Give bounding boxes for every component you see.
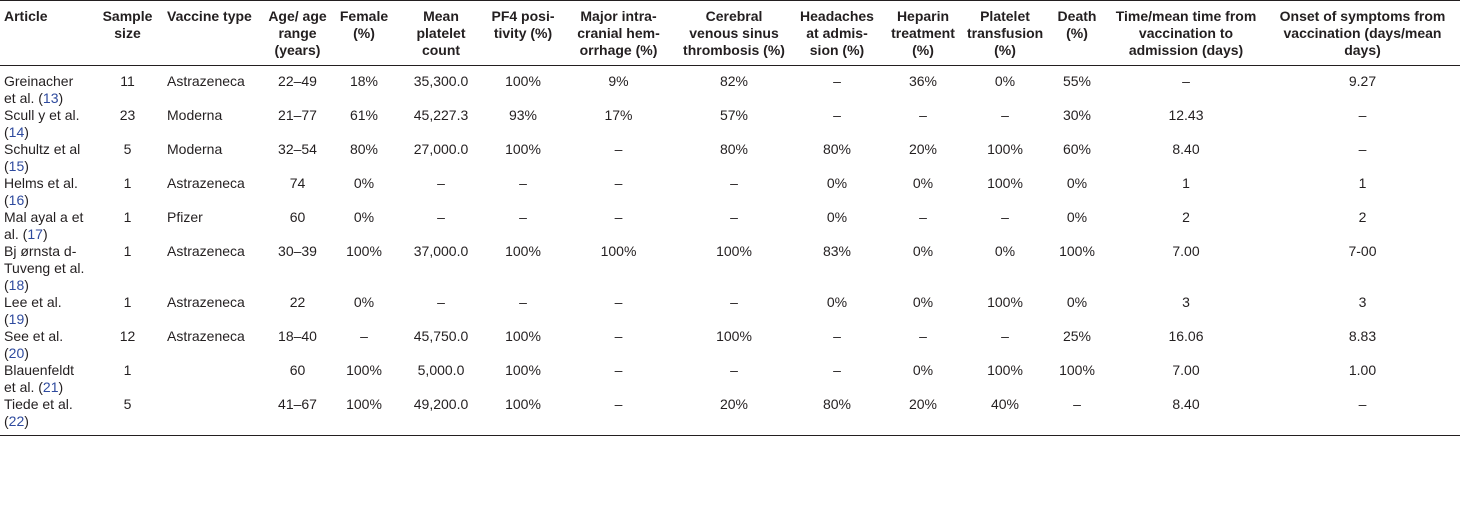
cell-heparin: 36%: [908, 73, 938, 89]
cell-female: 0%: [353, 294, 375, 310]
article-cell: Bj ørnsta d-Tuveng et al. (18): [4, 243, 85, 293]
cell-platelet-transfusion: 40%: [963, 396, 1047, 436]
cell-intracranial-hemorrhage: –: [614, 175, 623, 191]
reference-link[interactable]: 14: [8, 124, 25, 140]
cell-time-to-admission: 7.00: [1172, 243, 1200, 259]
cell-death: 25%: [1062, 328, 1092, 344]
article-cell: Schultz et al (15): [4, 141, 81, 174]
column-header-mean-platelet-count: Mean platelet count: [396, 1, 486, 66]
column-header-vaccine-type: Vaccine type: [163, 1, 263, 66]
cell-heparin: 0%: [912, 243, 934, 259]
cell-mean-platelet-count: 27,000.0: [413, 141, 469, 157]
cell-female: 0%: [353, 209, 375, 225]
cell-platelet-transfusion: –: [1001, 209, 1009, 225]
cell-mean-platelet-count: 5,000.0: [417, 362, 465, 378]
cell-headaches: 80%: [822, 141, 852, 157]
cell-death: 100%: [1059, 243, 1095, 259]
cell-vaccine-type: Moderna: [167, 141, 223, 157]
cell-intracranial-hemorrhage: –: [614, 362, 623, 378]
column-header-heparin: Heparin treatment (%): [883, 1, 963, 66]
column-header-death: Death (%): [1047, 1, 1107, 66]
cell-onset-of-symptoms: 7-00: [1348, 243, 1377, 259]
cell-death: 55%: [1062, 73, 1092, 89]
cell-heparin: –: [919, 328, 927, 344]
cell-headaches: 0%: [826, 294, 848, 310]
cell-sample-size: 23: [119, 107, 136, 123]
cell-sample-size: 11: [120, 73, 135, 89]
cell-onset-of-symptoms: 9.27: [1348, 73, 1377, 89]
cell-vaccine-type: Astrazeneca: [167, 243, 245, 259]
cell-headaches: –: [833, 328, 841, 344]
table-header: [0, 1, 1460, 66]
cell-age: 22: [289, 294, 306, 310]
cell-platelet-transfusion: 100%: [987, 141, 1023, 157]
cell-age: 60: [289, 209, 306, 225]
cell-female: 0%: [353, 175, 375, 191]
reference-link[interactable]: 20: [8, 345, 25, 361]
cell-sample-size: 1: [123, 175, 132, 191]
cell-onset-of-symptoms: –: [1265, 396, 1460, 436]
cell-onset-of-symptoms: 1: [1358, 175, 1367, 191]
cell-intracranial-hemorrhage: 17%: [604, 107, 633, 123]
cell-age: 60: [289, 362, 306, 378]
cell-female: 80%: [349, 141, 379, 157]
cell-onset-of-symptoms: 1.00: [1348, 362, 1377, 378]
article-name: Tiede et al.: [4, 396, 73, 412]
cell-death: 0%: [1066, 209, 1088, 225]
cell-time-to-admission: 2: [1182, 209, 1190, 225]
article-name: Mal ayal a et al.: [4, 209, 84, 242]
cell-pf4-positivity: –: [519, 209, 527, 225]
cell-onset-of-symptoms: 8.83: [1348, 328, 1377, 344]
cell-platelet-transfusion: 0%: [994, 73, 1016, 89]
cell-cvst: –: [730, 175, 738, 191]
cell-female: 61%: [349, 107, 379, 123]
cell-sample-size: 5: [92, 396, 163, 436]
table-row: [0, 328, 1460, 362]
cell-onset-of-symptoms: –: [1358, 141, 1367, 157]
cell-intracranial-hemorrhage: 100%: [600, 243, 637, 259]
cell-age: 41–67: [263, 396, 332, 436]
table-row: [0, 209, 1460, 243]
cell-vaccine-type: [163, 396, 263, 436]
article-name: Schultz et al: [4, 141, 81, 157]
table-row: [0, 107, 1460, 141]
cell-heparin: –: [919, 107, 927, 123]
cell-age: 21–77: [278, 107, 317, 123]
cell-sample-size: 1: [123, 362, 132, 378]
article-cell: See et al. (20): [4, 328, 64, 361]
cell-intracranial-hemorrhage: 9%: [608, 73, 629, 89]
cell-age: 32–54: [278, 141, 317, 157]
cell-mean-platelet-count: 37,000.0: [413, 243, 469, 259]
cell-sample-size: 12: [119, 328, 136, 344]
column-header-intracranial-hemorrhage: Major intra- cranial hem- orrhage (%): [560, 1, 677, 66]
cell-female: 100%: [332, 396, 396, 436]
cell-death: 60%: [1062, 141, 1092, 157]
cell-cvst: 57%: [719, 107, 749, 123]
cell-headaches: 83%: [822, 243, 852, 259]
cell-headaches: 80%: [791, 396, 883, 436]
article-cell: Scull y et al. (14): [4, 107, 80, 140]
article-name: Helms et al.: [4, 175, 78, 191]
cell-vaccine-type: Astrazeneca: [167, 73, 245, 89]
column-header-article: Article: [0, 1, 92, 66]
reference-link[interactable]: 18: [8, 277, 25, 293]
cell-cvst: 20%: [677, 396, 791, 436]
column-header-age: Age/ age range (years): [263, 1, 332, 66]
reference-link[interactable]: 17: [27, 226, 43, 242]
cell-intracranial-hemorrhage: –: [614, 328, 623, 344]
cell-death: 30%: [1062, 107, 1092, 123]
cell-time-to-admission: 8.40: [1107, 396, 1265, 436]
cell-female: 18%: [349, 73, 379, 89]
cell-vaccine-type: Moderna: [167, 107, 223, 123]
article-cell: Helms et al. (16): [4, 175, 78, 208]
table-row: [0, 362, 1460, 396]
article-name: See et al.: [4, 328, 64, 344]
cell-heparin: 20%: [908, 141, 938, 157]
cell-pf4-positivity: 100%: [505, 362, 541, 378]
cell-sample-size: 5: [123, 141, 132, 157]
cell-time-to-admission: –: [1182, 73, 1190, 89]
cell-cvst: –: [730, 362, 738, 378]
cell-cvst: –: [730, 209, 738, 225]
article-name: Lee et al.: [4, 294, 62, 310]
cell-death: 100%: [1059, 362, 1095, 378]
cell-sample-size: 1: [123, 209, 132, 225]
cell-vaccine-type: Pfizer: [167, 209, 203, 225]
cell-pf4-positivity: –: [519, 175, 527, 191]
column-header-platelet-transfusion: Platelet transfusion (%): [963, 1, 1047, 66]
column-header-sample-size: Sample size: [92, 1, 163, 66]
cell-time-to-admission: 3: [1182, 294, 1190, 310]
cell-platelet-transfusion: 100%: [987, 362, 1023, 378]
table-row: [0, 175, 1460, 209]
cell-cvst: –: [730, 294, 738, 310]
cell-female: 100%: [346, 243, 382, 259]
cell-platelet-transfusion: 100%: [987, 294, 1023, 310]
column-header-pf4-positivity: PF4 posi- tivity (%): [486, 1, 560, 66]
cell-cvst: 82%: [719, 73, 749, 89]
column-header-cvst: Cerebral venous sinus thrombosis (%): [677, 1, 791, 66]
article-cell: Mal ayal a et al. (17): [4, 209, 84, 242]
table-row: [0, 141, 1460, 175]
reference-link[interactable]: 13: [42, 90, 59, 106]
cell-headaches: –: [833, 73, 841, 89]
cell-intracranial-hemorrhage: –: [560, 396, 677, 436]
column-header-time-to-admission: Time/mean time from vaccination to admission (days): [1107, 1, 1265, 66]
cell-cvst: 80%: [719, 141, 749, 157]
cell-age: 22–49: [278, 73, 317, 89]
cell-onset-of-symptoms: 3: [1358, 294, 1367, 310]
cell-vaccine-type: Astrazeneca: [167, 328, 245, 344]
cell-sample-size: 1: [123, 243, 132, 259]
cell-time-to-admission: 1: [1182, 175, 1190, 191]
cell-pf4-positivity: 100%: [505, 141, 541, 157]
cell-platelet-transfusion: 0%: [994, 243, 1016, 259]
cell-pf4-positivity: 100%: [505, 243, 541, 259]
article-cell: Blauenfeldt et al. (21): [4, 362, 75, 395]
article-cell: Lee et al. (19): [4, 294, 62, 327]
cell-onset-of-symptoms: –: [1358, 107, 1367, 123]
cell-cvst: 100%: [716, 243, 752, 259]
cell-mean-platelet-count: 49,200.0: [396, 396, 486, 436]
cell-platelet-transfusion: –: [1001, 107, 1009, 123]
article-name: Bj ørnsta d-Tuveng et al.: [4, 243, 85, 276]
cell-age: 18–40: [278, 328, 317, 344]
cell-headaches: 0%: [826, 175, 848, 191]
cell-headaches: 0%: [826, 209, 848, 225]
cell-death: –: [1047, 396, 1107, 436]
cell-time-to-admission: 7.00: [1172, 362, 1200, 378]
header-row: [0, 1, 1460, 66]
cell-heparin: 0%: [912, 362, 934, 378]
cell-mean-platelet-count: 35,300.0: [413, 73, 469, 89]
article-name: Greinacher et al.: [4, 73, 74, 106]
cell-platelet-transfusion: –: [1001, 328, 1009, 344]
reference-link[interactable]: 16: [8, 192, 25, 208]
table-body: [0, 66, 1460, 436]
article-cell: Greinacher et al. (13): [4, 73, 74, 106]
cell-intracranial-hemorrhage: –: [614, 294, 623, 310]
cell-pf4-positivity: 100%: [486, 396, 560, 436]
column-header-female: Female (%): [332, 1, 396, 66]
cell-pf4-positivity: 100%: [505, 328, 541, 344]
cell-mean-platelet-count: 45,750.0: [413, 328, 469, 344]
cell-intracranial-hemorrhage: –: [614, 209, 623, 225]
article-cell: Tiede et al. (22): [0, 396, 92, 436]
column-header-onset-of-symptoms: Onset of symptoms from vaccination (days/mean days): [1265, 1, 1460, 66]
cell-platelet-transfusion: 100%: [987, 175, 1023, 191]
cell-age: 74: [289, 175, 306, 191]
cell-mean-platelet-count: –: [437, 175, 445, 191]
table-row: [0, 66, 1460, 108]
cell-death: 0%: [1066, 294, 1088, 310]
cell-pf4-positivity: 93%: [508, 107, 538, 123]
cell-time-to-admission: 12.43: [1168, 107, 1204, 123]
cell-headaches: –: [833, 107, 841, 123]
cell-onset-of-symptoms: 2: [1358, 209, 1367, 225]
cell-death: 0%: [1066, 175, 1088, 191]
cell-mean-platelet-count: –: [437, 294, 445, 310]
reference-link[interactable]: 15: [8, 158, 25, 174]
cell-pf4-positivity: 100%: [505, 73, 541, 89]
column-header-headaches: Headaches at admis- sion (%): [791, 1, 883, 66]
reference-link[interactable]: 19: [8, 311, 25, 327]
cell-heparin: –: [919, 209, 927, 225]
table-row: [0, 396, 1460, 436]
cell-headaches: –: [833, 362, 841, 378]
cell-vaccine-type: Astrazeneca: [167, 294, 245, 310]
cell-vaccine-type: Astrazeneca: [167, 175, 245, 191]
reference-link[interactable]: 22: [8, 413, 25, 429]
cell-heparin: 0%: [912, 294, 934, 310]
reference-link[interactable]: 21: [42, 379, 59, 395]
cell-female: 100%: [346, 362, 382, 378]
table-row: [0, 294, 1460, 328]
article-name: Blauenfeldt et al.: [4, 362, 75, 395]
cell-time-to-admission: 8.40: [1172, 141, 1200, 157]
cell-mean-platelet-count: –: [437, 209, 445, 225]
cell-cvst: 100%: [716, 328, 752, 344]
article-name: Scull y et al.: [4, 107, 80, 123]
cell-time-to-admission: 16.06: [1168, 328, 1204, 344]
cell-heparin: 0%: [912, 175, 934, 191]
cell-intracranial-hemorrhage: –: [614, 141, 623, 157]
cell-vaccine-type: [163, 362, 263, 396]
cell-age: 30–39: [278, 243, 317, 259]
cell-sample-size: 1: [123, 294, 132, 310]
cell-heparin: 20%: [883, 396, 963, 436]
cell-pf4-positivity: –: [519, 294, 527, 310]
cell-mean-platelet-count: 45,227.3: [413, 107, 469, 123]
cell-female: –: [360, 328, 368, 344]
table-row: [0, 243, 1460, 294]
